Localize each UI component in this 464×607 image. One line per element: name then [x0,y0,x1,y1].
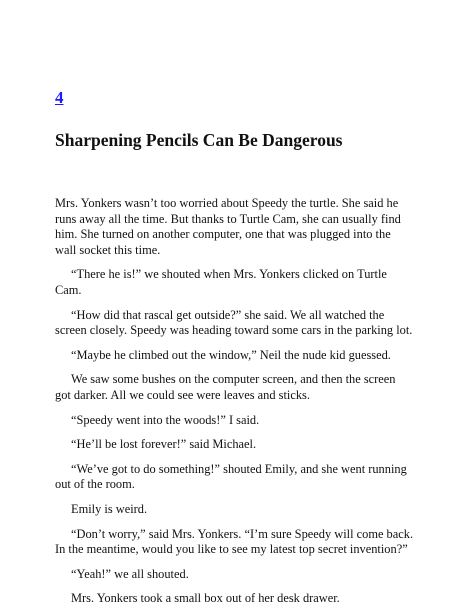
paragraph: “He’ll be lost forever!” said Michael. [71,437,257,452]
paragraph: Mrs. Yonkers took a small box out of her desk drawer. [71,591,340,606]
paragraph: “There he is!” we shouted when Mrs. Yonkers clicked on Turtle Cam. [55,267,387,297]
paragraph: “Maybe he climbed out the window,” Neil the nude kid guessed. [71,347,391,362]
paragraph: “Yeah!” we all shouted. [71,566,189,581]
paragraph: Mrs. Yonkers wasn’t too worried about Speedy the turtle. She said he runs away all the time. But thanks to Turtle Cam, she can usually find him. She turned on another computer, one that was plugged into the wall socket this time. [55,196,401,257]
paragraph: We saw some bushes on the computer screen, and then the screen got darker. All we could see were leaves and sticks. [55,372,396,402]
chapter-body [55,196,414,607]
chapter-number-link[interactable]: 4 [55,88,64,107]
paragraph: “How did that rascal get outside?” she said. We all watched the screen closely. Speedy was heading toward some cars in the parking lot. [55,307,413,338]
paragraph: “We’ve got to do something!” shouted Emily, and she went running out of the room. [55,461,407,492]
paragraph: “Don’t worry,” said Mrs. Yonkers. “I’m sure Speedy will come back. In the meantime, would you like to see my latest top secret invention?” [55,526,414,557]
paragraph: “Speedy went into the woods!” I said. [71,412,260,427]
paragraph: Emily is weird. [71,501,148,516]
chapter-title: Sharpening Pencils Can Be Dangerous [55,130,343,150]
